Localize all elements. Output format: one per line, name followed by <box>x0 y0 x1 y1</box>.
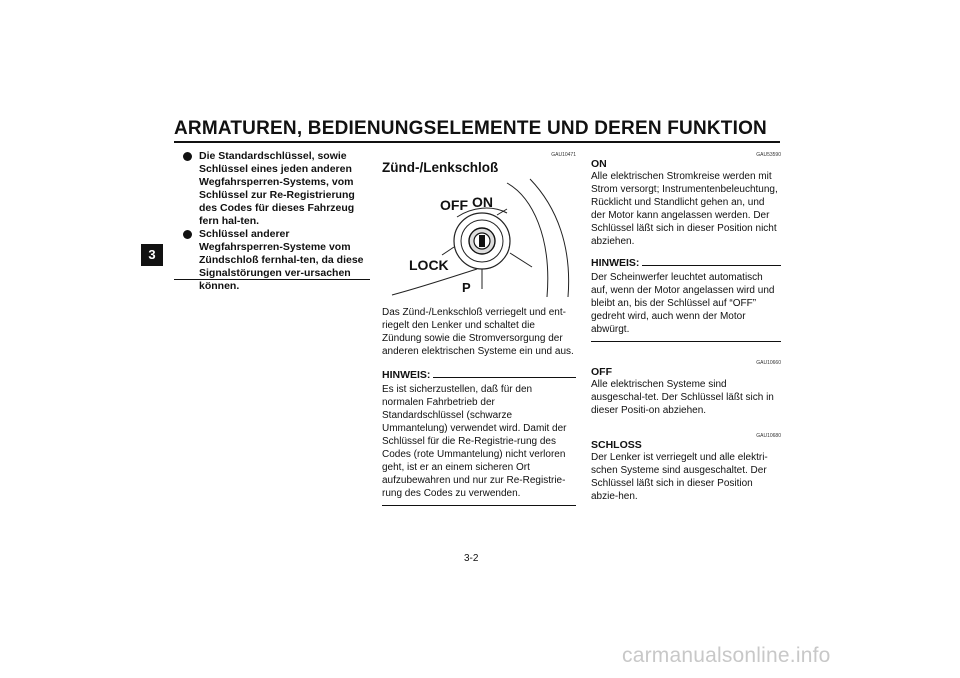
divider <box>174 279 370 280</box>
figure-label-lock: LOCK <box>409 257 449 273</box>
note-heading-rule <box>642 265 781 266</box>
lock-position-title: SCHLOSS <box>591 439 642 451</box>
note-heading-rule <box>433 377 576 378</box>
right-column <box>591 152 781 503</box>
reference-code: GAU10471 <box>551 152 576 158</box>
ignition-figure <box>382 177 576 299</box>
left-column <box>174 150 370 293</box>
bullet-text: Schlüssel anderer Wegfahrsperren-Systeme vom Zündschloß fernhal-ten, da diese Signalstörungen ver-ursachen können. <box>199 228 364 292</box>
on-position-text: Alle elektrischen Stromkreise werden mit Strom versorgt; Instrumentenbeleuchtung, Rücklicht und Standlicht gehen an, und der Motor kann angelassen werden. Der Schlüssel läßt sich in dieser Position nicht abziehen. <box>591 171 778 247</box>
list-item <box>174 228 370 293</box>
section-paragraph: Das Zünd-/Lenkschloß verriegelt und ent-riegelt den Lenker und schaltet die Zündung sowie die Stromversorgung der anderen elektrischen Systeme ein und aus. <box>382 307 574 357</box>
chapter-tab: 3 <box>141 244 163 266</box>
note-text: Es ist sicherzustellen, daß für den normalen Fahrbetrieb der Standardschlüssel (schwarze Ummantelung) verwendet wird. Damit der Schlüssel für die Re-Registrie-rung des Codes (rote Ummantelung) nicht verloren geht, ist er an einem sicheren Ort aufzubewahren und nur zur Re-Registrie-rung des Codes zu verwenden. <box>382 384 567 499</box>
page-title: ARMATUREN, BEDIENUNGSELEMENTE UND DEREN FUNKTION <box>174 118 767 139</box>
note-end-rule <box>382 505 576 506</box>
list-item <box>174 150 370 228</box>
figure-label-off: OFF <box>440 197 468 213</box>
on-position-title: ON <box>591 158 607 170</box>
note-heading <box>591 257 781 269</box>
reference-code: GAU53590 <box>756 152 781 158</box>
watermark: carmanualsonline.info <box>622 644 831 667</box>
note-heading-label: HINWEIS: <box>382 369 431 381</box>
title-rule <box>174 141 780 143</box>
middle-column <box>382 152 576 506</box>
page-number: 3-2 <box>464 553 479 564</box>
figure-label-on: ON <box>472 194 493 210</box>
bullet-icon <box>183 230 192 239</box>
note-heading-label: HINWEIS: <box>591 257 640 269</box>
note-end-rule <box>591 341 781 342</box>
note-heading <box>382 369 576 381</box>
note-text: Der Scheinwerfer leuchtet automatisch auf, wenn der Motor angelassen wird und bleibt an, bis der Schlüssel auf “OFF” gedreht wird, auch wenn der Motor abwürgt. <box>591 272 775 335</box>
bullet-text: Die Standardschlüssel, sowie Schlüssel eines jeden anderen Wegfahrsperren-Systems, vom Schlüssel zur Re-Registrierung des Codes für dieses Fahrzeug fern hal-ten. <box>199 150 355 227</box>
lock-position-text: Der Lenker ist verriegelt und alle elektri-schen Systeme sind ausgeschaltet. Der Schlüssel läßt sich in dieser Position abzie-hen. <box>591 452 768 502</box>
reference-code: GAU10660 <box>756 360 781 366</box>
reference-code: GAU10680 <box>756 433 781 439</box>
bullet-icon <box>183 152 192 161</box>
off-position-title: OFF <box>591 366 612 378</box>
off-position-text: Alle elektrischen Systeme sind ausgeschal-tet. Der Schlüssel läßt sich in dieser Positi-on abziehen. <box>591 379 774 416</box>
figure-label-p: P <box>462 280 471 295</box>
section-title: Zünd-/Lenkschloß <box>382 160 499 175</box>
